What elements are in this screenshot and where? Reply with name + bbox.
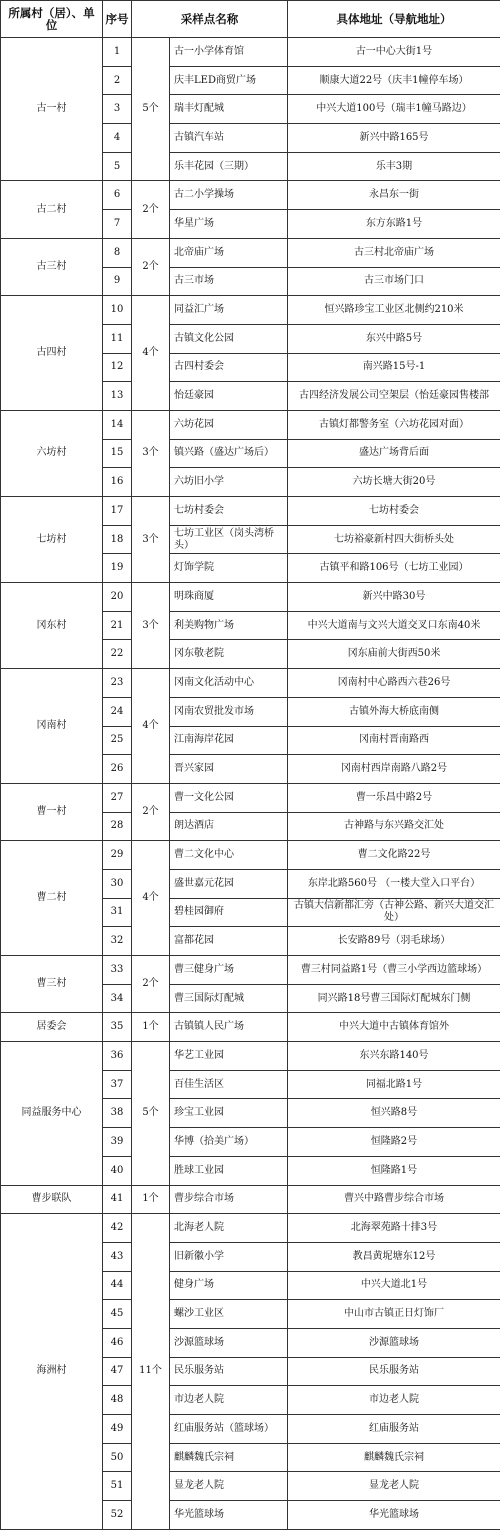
site-name-cell: 六坊花园	[170, 410, 288, 439]
site-name-cell: 瑞丰灯配城	[170, 95, 288, 124]
site-name-cell: 华星广场	[170, 210, 288, 239]
table-row	[1, 1013, 500, 1042]
seq-cell: 12	[103, 353, 132, 382]
site-name-cell: 曹二文化中心	[170, 841, 288, 870]
site-name-cell: 曹三健身广场	[170, 956, 288, 985]
seq-cell: 30	[103, 869, 132, 898]
village-cell: 曹步联队	[1, 1185, 103, 1214]
site-name-cell: 古二小学操场	[170, 181, 288, 210]
site-name-cell: 旧新徽小学	[170, 1242, 288, 1271]
address-cell: 六坊长塘大街20号	[288, 468, 500, 497]
address-cell: 中兴大道北1号	[288, 1271, 500, 1300]
seq-cell: 47	[103, 1357, 132, 1386]
address-cell: 冈东庙前大街西50米	[288, 640, 500, 669]
address-cell: 恒兴路8号	[288, 1099, 500, 1128]
site-name-cell: 曹步综合市场	[170, 1185, 288, 1214]
seq-cell: 9	[103, 267, 132, 296]
header-seq: 序号	[103, 1, 132, 38]
address-cell: 麒麟魏氏宗祠	[288, 1443, 500, 1472]
site-count-cell: 4个	[132, 841, 170, 956]
village-cell: 同益服务中心	[1, 1042, 103, 1185]
site-name-cell: 古镇汽车站	[170, 124, 288, 153]
seq-cell: 43	[103, 1242, 132, 1271]
seq-cell: 22	[103, 640, 132, 669]
site-name-cell: 北帝庙广场	[170, 238, 288, 267]
site-name-cell: 沙源篮球场	[170, 1328, 288, 1357]
seq-cell: 8	[103, 238, 132, 267]
address-cell: 顺康大道22号（庆丰1幢停车场）	[288, 66, 500, 95]
address-cell: 新兴中路165号	[288, 124, 500, 153]
site-name-cell: 华博（拾美广场）	[170, 1128, 288, 1157]
table-row	[1, 1042, 500, 1071]
table-row	[1, 1185, 500, 1214]
address-cell: 盛达广场背后面	[288, 439, 500, 468]
seq-cell: 37	[103, 1070, 132, 1099]
address-cell: 中山市古镇正日灯饰厂	[288, 1300, 500, 1329]
site-name-cell: 市边老人院	[170, 1386, 288, 1415]
address-cell: 市边老人院	[288, 1386, 500, 1415]
site-name-cell: 健身广场	[170, 1271, 288, 1300]
address-cell: 长安路89号（羽毛球场）	[288, 927, 500, 956]
seq-cell: 23	[103, 669, 132, 698]
site-name-cell: 富都花园	[170, 927, 288, 956]
header-address: 具体地址（导航地址）	[288, 1, 500, 38]
site-name-cell: 古三市场	[170, 267, 288, 296]
seq-cell: 25	[103, 726, 132, 755]
table-row	[1, 238, 500, 267]
address-cell: 曹二文化路22号	[288, 841, 500, 870]
site-name-cell: 古四村委会	[170, 353, 288, 382]
site-name-cell: 晋兴家园	[170, 755, 288, 784]
site-name-cell: 麒麟魏氏宗祠	[170, 1443, 288, 1472]
village-cell: 海洲村	[1, 1214, 103, 1530]
site-name-cell: 冈东敬老院	[170, 640, 288, 669]
seq-cell: 2	[103, 66, 132, 95]
seq-cell: 6	[103, 181, 132, 210]
seq-cell: 44	[103, 1271, 132, 1300]
seq-cell: 26	[103, 755, 132, 784]
address-cell: 古镇灯都警务室（六坊花园对面）	[288, 410, 500, 439]
village-cell: 居委会	[1, 1013, 103, 1042]
table-row	[1, 583, 500, 612]
address-cell: 乐丰3期	[288, 152, 500, 181]
seq-cell: 52	[103, 1501, 132, 1530]
village-cell: 冈东村	[1, 583, 103, 669]
seq-cell: 19	[103, 554, 132, 583]
village-cell: 古三村	[1, 238, 103, 295]
seq-cell: 27	[103, 783, 132, 812]
site-count-cell: 1个	[132, 1185, 170, 1214]
table-row	[1, 841, 500, 870]
site-name-cell: 乐丰花园（三期）	[170, 152, 288, 181]
address-cell: 新兴中路30号	[288, 583, 500, 612]
address-cell: 中兴大道南与文兴大道交叉口东南40米	[288, 611, 500, 640]
seq-cell: 14	[103, 410, 132, 439]
site-count-cell: 2个	[132, 783, 170, 840]
site-count-cell: 2个	[132, 238, 170, 295]
site-name-cell: 北海老人院	[170, 1214, 288, 1243]
site-count-cell: 2个	[132, 956, 170, 1013]
village-cell: 六坊村	[1, 410, 103, 496]
village-cell: 七坊村	[1, 497, 103, 583]
seq-cell: 34	[103, 984, 132, 1013]
site-count-cell: 5个	[132, 38, 170, 181]
table-row	[1, 181, 500, 210]
table-row	[1, 956, 500, 985]
site-name-cell: 怡廷豪园	[170, 382, 288, 411]
site-name-cell: 庆丰LED商贸广场	[170, 66, 288, 95]
table-row	[1, 410, 500, 439]
table-row	[1, 1214, 500, 1243]
village-cell: 古二村	[1, 181, 103, 238]
address-cell: 永昌东一街	[288, 181, 500, 210]
address-cell: 恒兴路珍宝工业区北侧约210米	[288, 296, 500, 325]
address-cell: 教昌黄坭塘东12号	[288, 1242, 500, 1271]
address-cell: 东岸北路560号 （一楼大堂入口平台）	[288, 869, 500, 898]
address-cell: 中兴大道100号（瑞丰1幢马路边）	[288, 95, 500, 124]
village-cell: 古一村	[1, 38, 103, 181]
seq-cell: 29	[103, 841, 132, 870]
site-name-cell: 古一小学体育馆	[170, 38, 288, 67]
site-name-cell: 碧桂园御府	[170, 898, 288, 927]
seq-cell: 18	[103, 525, 132, 554]
address-cell: 沙源篮球场	[288, 1328, 500, 1357]
seq-cell: 39	[103, 1128, 132, 1157]
table-row	[1, 296, 500, 325]
address-cell: 恒隆路2号	[288, 1128, 500, 1157]
address-cell: 华光篮球场	[288, 1501, 500, 1530]
site-name-cell: 胜球工业园	[170, 1156, 288, 1185]
site-name-cell: 灯饰学院	[170, 554, 288, 583]
site-count-cell: 3个	[132, 497, 170, 583]
seq-cell: 41	[103, 1185, 132, 1214]
site-name-cell: 冈南农贸批发市场	[170, 697, 288, 726]
seq-cell: 46	[103, 1328, 132, 1357]
site-count-cell: 11个	[132, 1214, 170, 1530]
address-cell: 显龙老人院	[288, 1472, 500, 1501]
seq-cell: 10	[103, 296, 132, 325]
seq-cell: 36	[103, 1042, 132, 1071]
site-name-cell: 七坊村委会	[170, 497, 288, 526]
seq-cell: 3	[103, 95, 132, 124]
seq-cell: 4	[103, 124, 132, 153]
address-cell: 古镇外海大桥底南侧	[288, 697, 500, 726]
seq-cell: 40	[103, 1156, 132, 1185]
seq-cell: 48	[103, 1386, 132, 1415]
seq-cell: 38	[103, 1099, 132, 1128]
seq-cell: 17	[103, 497, 132, 526]
site-name-cell: 盛世嘉元花园	[170, 869, 288, 898]
site-name-cell: 曹三国际灯配城	[170, 984, 288, 1013]
address-cell: 七坊村委会	[288, 497, 500, 526]
village-cell: 古四村	[1, 296, 103, 411]
seq-cell: 5	[103, 152, 132, 181]
seq-cell: 31	[103, 898, 132, 927]
address-cell: 曹兴中路曹步综合市场	[288, 1185, 500, 1214]
header-village: 所属村（居）、单位	[1, 1, 103, 38]
address-cell: 民乐服务站	[288, 1357, 500, 1386]
table-row	[1, 783, 500, 812]
site-name-cell: 华艺工业园	[170, 1042, 288, 1071]
address-cell: 同兴路18号曹三国际灯配城东门侧	[288, 984, 500, 1013]
site-name-cell: 利美购物广场	[170, 611, 288, 640]
site-count-cell: 4个	[132, 296, 170, 411]
site-count-cell: 3个	[132, 410, 170, 496]
site-name-cell: 显龙老人院	[170, 1472, 288, 1501]
site-name-cell: 七坊工业区（岗头湾桥头）	[170, 525, 288, 554]
address-cell: 冈南村晋南路西	[288, 726, 500, 755]
address-cell: 曹一乐昌中路2号	[288, 783, 500, 812]
address-cell: 中兴大道中古镇体育馆外	[288, 1013, 500, 1042]
address-cell: 古三村北帝庙广场	[288, 238, 500, 267]
site-count-cell: 5个	[132, 1042, 170, 1185]
address-cell: 曹三村同益路1号（曹三小学西边篮球场）	[288, 956, 500, 985]
table-row	[1, 38, 500, 67]
site-name-cell: 螺沙工业区	[170, 1300, 288, 1329]
site-name-cell: 古镇镇人民广场	[170, 1013, 288, 1042]
address-cell: 古一中心大街1号	[288, 38, 500, 67]
seq-cell: 33	[103, 956, 132, 985]
site-count-cell: 1个	[132, 1013, 170, 1042]
seq-cell: 32	[103, 927, 132, 956]
table-body	[1, 38, 500, 1530]
seq-cell: 21	[103, 611, 132, 640]
seq-cell: 1	[103, 38, 132, 67]
village-cell: 冈南村	[1, 669, 103, 784]
address-cell: 冈南村中心路西六巷26号	[288, 669, 500, 698]
site-count-cell: 3个	[132, 583, 170, 669]
seq-cell: 49	[103, 1415, 132, 1444]
site-name-cell: 朗达酒店	[170, 812, 288, 841]
site-name-cell: 珍宝工业园	[170, 1099, 288, 1128]
seq-cell: 13	[103, 382, 132, 411]
address-cell: 古神路与东兴路交汇处	[288, 812, 500, 841]
address-cell: 东方东路1号	[288, 210, 500, 239]
village-cell: 曹一村	[1, 783, 103, 840]
site-count-cell: 2个	[132, 181, 170, 238]
seq-cell: 7	[103, 210, 132, 239]
site-name-cell: 同益汇广场	[170, 296, 288, 325]
address-cell: 南兴路15号-1	[288, 353, 500, 382]
seq-cell: 45	[103, 1300, 132, 1329]
seq-cell: 35	[103, 1013, 132, 1042]
site-name-cell: 百佳生活区	[170, 1070, 288, 1099]
header-site: 采样点名称	[132, 1, 288, 38]
site-name-cell: 六坊旧小学	[170, 468, 288, 497]
address-cell: 东兴中路5号	[288, 324, 500, 353]
address-cell: 古四经济发展公司空架层（怡廷豪园售楼部	[288, 382, 500, 411]
seq-cell: 51	[103, 1472, 132, 1501]
seq-cell: 15	[103, 439, 132, 468]
site-name-cell: 红庙服务站（篮球场）	[170, 1415, 288, 1444]
address-cell: 冈南村西岸南路八路2号	[288, 755, 500, 784]
address-cell: 北海翠苑路十排3号	[288, 1214, 500, 1243]
village-cell: 曹二村	[1, 841, 103, 956]
header-row	[1, 1, 500, 38]
address-cell: 古三市场门口	[288, 267, 500, 296]
address-cell: 恒隆路1号	[288, 1156, 500, 1185]
address-cell: 七坊裕豪新村四大街桥头处	[288, 525, 500, 554]
site-name-cell: 古镇文化公园	[170, 324, 288, 353]
seq-cell: 50	[103, 1443, 132, 1472]
table-row	[1, 669, 500, 698]
address-cell: 东兴东路140号	[288, 1042, 500, 1071]
seq-cell: 20	[103, 583, 132, 612]
site-name-cell: 民乐服务站	[170, 1357, 288, 1386]
seq-cell: 42	[103, 1214, 132, 1243]
seq-cell: 11	[103, 324, 132, 353]
village-cell: 曹三村	[1, 956, 103, 1013]
site-name-cell: 镇兴路（盛达广场后）	[170, 439, 288, 468]
table-row	[1, 497, 500, 526]
site-name-cell: 华光篮球场	[170, 1501, 288, 1530]
address-cell: 古镇大信新都汇旁（古神公路、新兴大道交汇处）	[288, 898, 500, 927]
site-name-cell: 明珠商厦	[170, 583, 288, 612]
site-name-cell: 冈南文化活动中心	[170, 669, 288, 698]
site-name-cell: 曹一文化公园	[170, 783, 288, 812]
site-count-cell: 4个	[132, 669, 170, 784]
site-name-cell: 江南海岸花园	[170, 726, 288, 755]
address-cell: 红庙服务站	[288, 1415, 500, 1444]
address-cell: 古镇平和路106号（七坊工业园）	[288, 554, 500, 583]
address-cell: 同福北路1号	[288, 1070, 500, 1099]
seq-cell: 28	[103, 812, 132, 841]
seq-cell: 16	[103, 468, 132, 497]
seq-cell: 24	[103, 697, 132, 726]
